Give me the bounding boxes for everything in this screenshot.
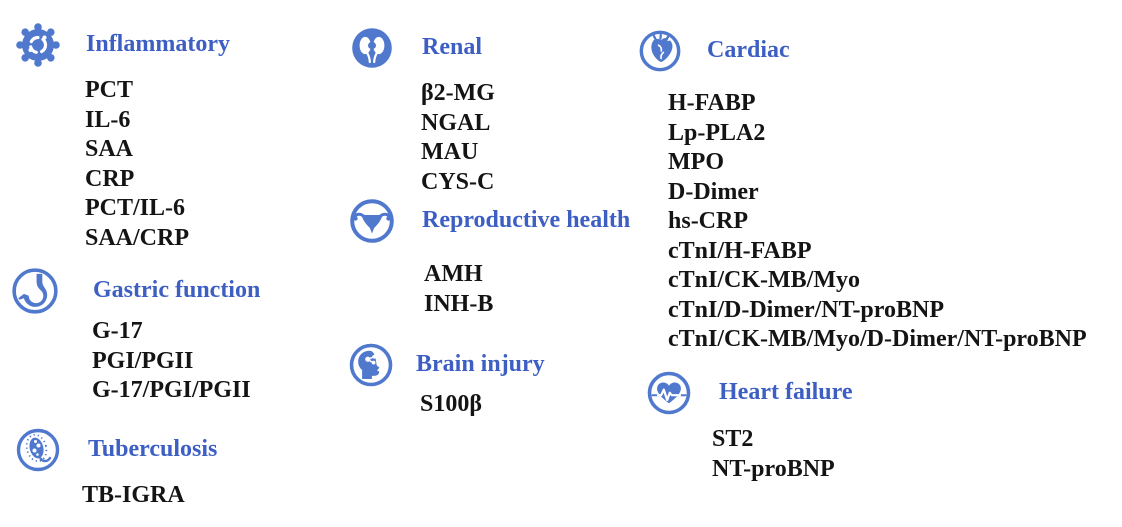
section-title: Cardiac (707, 37, 790, 64)
section-tuberculosis (14, 426, 217, 511)
section-header (14, 426, 217, 474)
biomarker-list (92, 317, 260, 406)
section-header (14, 21, 230, 69)
biomarker-item: MAU (421, 139, 479, 165)
head-profile-icon (347, 341, 395, 389)
biomarker-item: cTnI/CK-MB/Myo/D-Dimer/NT-proBNP (668, 326, 1087, 352)
section-title: Renal (422, 34, 482, 61)
biomarker-item: INH-B (424, 290, 494, 317)
biomarker-item: S100β (420, 391, 482, 417)
biomarker-list (420, 390, 545, 420)
biomarker-item: SAA/CRP (85, 224, 190, 251)
biomarker-item: PGI/PGII (92, 347, 194, 374)
section-renal (348, 24, 495, 197)
section-title: Gastric function (93, 277, 261, 304)
section-title: Reproductive health (422, 207, 631, 234)
biomarker-list (85, 76, 230, 253)
biomarker-item: AMH (424, 261, 483, 287)
biomarker-item: G-17/PGI/PGII (92, 377, 251, 403)
biomarker-item: ST2 (712, 426, 754, 452)
section-title: Tuberculosis (88, 436, 218, 463)
stomach-icon (10, 266, 60, 316)
anatomical-heart-icon (637, 28, 683, 74)
section-header (348, 197, 630, 245)
biomarker-list (82, 481, 217, 511)
biomarker-item: TB-IGRA (82, 482, 185, 508)
biomarker-item: G-17 (92, 318, 143, 344)
section-header (347, 341, 545, 389)
section-header (10, 266, 260, 316)
biomarker-list (421, 79, 495, 197)
biomarker-list (668, 89, 1087, 355)
biomarker-item: MPO (668, 149, 724, 175)
biomarker-item: β2-MG (421, 80, 495, 106)
biomarker-list (424, 260, 630, 319)
biomarker-item: CYS-C (421, 168, 495, 195)
biomarker-list (712, 425, 853, 484)
section-header (637, 28, 1087, 74)
biomarker-item: IL-6 (85, 106, 131, 133)
bacteria-icon (14, 426, 62, 474)
section-title: Heart failure (719, 379, 853, 406)
biomarker-item: cTnI/D-Dimer/NT-proBNP (668, 296, 944, 323)
kidneys-icon (348, 24, 396, 72)
biomarker-item: NGAL (421, 109, 491, 136)
biomarker-item: SAA (85, 136, 134, 162)
uterus-icon (348, 197, 396, 245)
section-cardiac (637, 28, 1087, 355)
section-title: Brain injury (416, 351, 545, 378)
virus-icon (14, 21, 62, 69)
section-reproductive-health (348, 197, 630, 319)
section-header (645, 369, 853, 417)
section-inflammatory (14, 21, 230, 253)
biomarker-item: cTnI/CK-MB/Myo (668, 267, 860, 293)
heart-ecg-icon (645, 369, 693, 417)
biomarker-item: NT-proBNP (712, 455, 835, 482)
biomarker-item: cTnI/H-FABP (668, 237, 812, 264)
section-gastric-function (10, 266, 260, 406)
section-heart-failure (645, 369, 853, 484)
biomarker-item: D-Dimer (668, 178, 759, 205)
biomarker-item: PCT (85, 77, 133, 103)
section-header (348, 24, 495, 72)
biomarker-item: CRP (85, 165, 135, 192)
biomarker-item: H-FABP (668, 90, 756, 116)
biomarker-item: hs-CRP (668, 208, 749, 234)
biomarker-item: PCT/IL-6 (85, 195, 186, 221)
section-title: Inflammatory (86, 31, 230, 58)
biomarker-item: Lp-PLA2 (668, 119, 766, 146)
section-brain-injury (347, 341, 545, 420)
